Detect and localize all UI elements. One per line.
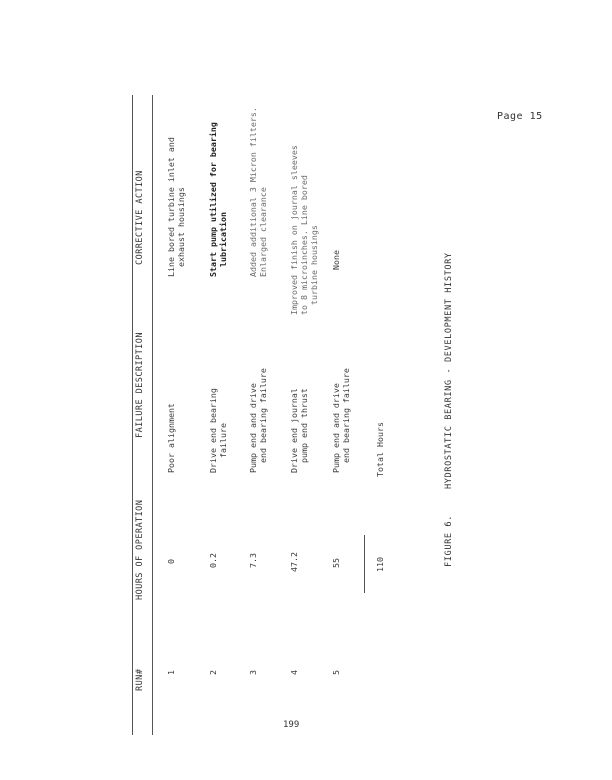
row-3-failure: Pump end and drive end bearing failure: [248, 368, 268, 473]
figure-title: HYDROSTATIC BEARING - DEVELOPMENT HISTORY: [444, 252, 454, 490]
header-action: CORRECTIVE ACTION: [135, 170, 145, 265]
header-rule: [152, 95, 153, 735]
row-4-failure: Drive end journal pump end thrust: [289, 388, 309, 473]
row-4-action: Improved finish on journal sleeves to 8 microinches. Line bored turbine housings: [289, 145, 319, 315]
row-1-run: 1: [166, 670, 176, 675]
row-4-run: 4: [289, 670, 299, 675]
row-5-hours: 55: [331, 558, 341, 568]
header-hours: HOURS OF OPERATION: [135, 499, 145, 600]
page-number: Page 15: [497, 111, 543, 122]
row-1-failure: Poor alignment: [166, 403, 176, 473]
row-2-action: Start pump utilized for bearing lubrication: [208, 122, 228, 277]
header-run: RUN#: [135, 668, 145, 691]
row-3-run: 3: [248, 670, 258, 675]
row-4-hours: 47.2: [289, 552, 299, 572]
row-2-failure: Drive end bearing failure: [208, 388, 228, 473]
row-1-action: Line bored turbine inlet and exhaust housings: [166, 137, 186, 277]
total-hours-value: 110: [375, 557, 385, 572]
row-2-hours: 0.2: [208, 553, 218, 568]
row-3-hours: 7.3: [248, 553, 258, 568]
figure-caption: [444, 252, 454, 567]
rotated-table: [132, 95, 452, 735]
header-failure: FAILURE DESCRIPTION: [135, 332, 145, 438]
total-rule: [364, 535, 365, 593]
footer-number: 199: [283, 720, 300, 730]
row-2-run: 2: [208, 670, 218, 675]
figure-number: FIGURE 6.: [444, 515, 454, 567]
top-rule: [132, 95, 133, 735]
total-hours-label: Total Hours: [375, 422, 385, 477]
row-5-run: 5: [331, 670, 341, 675]
row-3-action: Added additional 3 Micron filters. Enlarged clearance: [248, 107, 268, 277]
row-5-failure: Pump end and drive end bearing failure: [331, 368, 351, 473]
row-1-hours: 0: [166, 559, 176, 564]
row-5-action: None: [331, 250, 341, 270]
